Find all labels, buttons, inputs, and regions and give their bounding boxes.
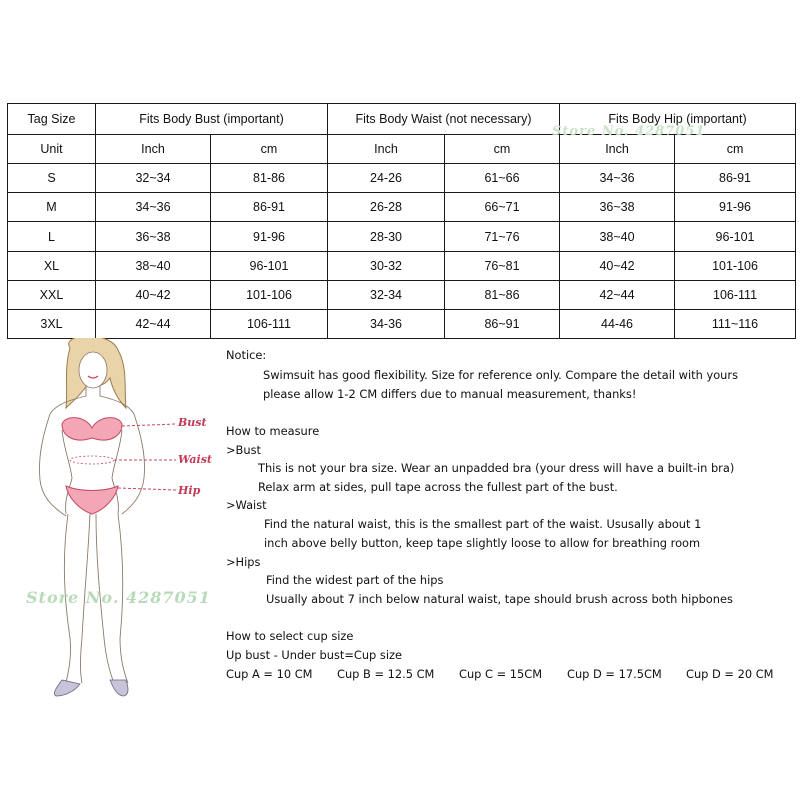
header-hip: Fits Body Hip (important) bbox=[560, 104, 796, 135]
bust-label: Bust bbox=[178, 416, 207, 429]
table-cell: 91-96 bbox=[211, 222, 328, 251]
table-cell: 86-91 bbox=[211, 193, 328, 222]
table-cell: 34-36 bbox=[328, 309, 445, 338]
size-cell: 3XL bbox=[8, 309, 96, 338]
store-watermark: Store No. 4287051 bbox=[552, 124, 706, 139]
size-cell: XXL bbox=[8, 280, 96, 309]
table-cell: 36~38 bbox=[96, 222, 211, 251]
table-cell: 71~76 bbox=[445, 222, 560, 251]
size-chart-table bbox=[7, 103, 796, 339]
table-cell: 26-28 bbox=[328, 193, 445, 222]
size-cell: S bbox=[8, 164, 96, 193]
woman-figure-illustration bbox=[0, 338, 230, 718]
waist-line: Find the natural waist, this is the smallest part of the waist. Ususally about 1 bbox=[264, 517, 702, 531]
notice-title: Notice: bbox=[226, 348, 267, 362]
table-cell: 81-86 bbox=[211, 164, 328, 193]
cup-d-value: Cup D = 17.5CM bbox=[567, 667, 662, 681]
hips-line: Find the widest part of the hips bbox=[266, 573, 444, 587]
notice-line: please allow 1-2 CM differs due to manual measurement, thanks! bbox=[263, 387, 637, 401]
table-cell: 40~42 bbox=[96, 280, 211, 309]
unit-cell: cm bbox=[675, 135, 796, 164]
table-cell: 86~91 bbox=[445, 309, 560, 338]
waist-label: Waist bbox=[178, 453, 212, 466]
store-watermark: Store No. 4287051 bbox=[26, 588, 211, 607]
cup-b-value: Cup B = 12.5 CM bbox=[337, 667, 435, 681]
table-cell: 101-106 bbox=[211, 280, 328, 309]
header-tag-size: Tag Size bbox=[8, 104, 96, 135]
waist-title: >Waist bbox=[226, 498, 267, 512]
table-cell: 32~34 bbox=[96, 164, 211, 193]
table-cell: 106-111 bbox=[211, 309, 328, 338]
cup-a-value: Cup A = 10 CM bbox=[226, 667, 313, 681]
header-bust: Fits Body Bust (important) bbox=[96, 104, 328, 135]
table-cell: 24-26 bbox=[328, 164, 445, 193]
header-waist: Fits Body Waist (not necessary) bbox=[328, 104, 560, 135]
table-header-row bbox=[8, 104, 796, 135]
table-cell: 44-46 bbox=[560, 309, 675, 338]
table-row bbox=[8, 164, 796, 193]
table-cell: 91-96 bbox=[675, 193, 796, 222]
table-row bbox=[8, 280, 796, 309]
table-row bbox=[8, 222, 796, 251]
body-measurement-figure bbox=[0, 338, 230, 718]
bust-line: This is not your bra size. Wear an unpadded bra (your dress will have a built-in bra) bbox=[258, 461, 735, 475]
table-cell: 101-106 bbox=[675, 251, 796, 280]
hip-label: Hip bbox=[178, 484, 201, 497]
cup-size-title: How to select cup size bbox=[226, 629, 354, 643]
table-cell: 86-91 bbox=[675, 164, 796, 193]
table-cell: 96-101 bbox=[675, 222, 796, 251]
size-cell: XL bbox=[8, 251, 96, 280]
table-cell: 34~36 bbox=[560, 164, 675, 193]
unit-cell: cm bbox=[445, 135, 560, 164]
table-cell: 76~81 bbox=[445, 251, 560, 280]
table-cell: 42~44 bbox=[560, 280, 675, 309]
table-row bbox=[8, 251, 796, 280]
cup-d2-value: Cup D = 20 CM bbox=[686, 667, 774, 681]
hips-title: >Hips bbox=[226, 555, 261, 569]
table-cell: 111~116 bbox=[675, 309, 796, 338]
unit-cell: Inch bbox=[560, 135, 675, 164]
table-cell: 40~42 bbox=[560, 251, 675, 280]
unit-cell: Unit bbox=[8, 135, 96, 164]
size-cell: L bbox=[8, 222, 96, 251]
table-cell: 81~86 bbox=[445, 280, 560, 309]
table-cell: 66~71 bbox=[445, 193, 560, 222]
unit-cell: cm bbox=[211, 135, 328, 164]
table-cell: 38~40 bbox=[560, 222, 675, 251]
size-cell: M bbox=[8, 193, 96, 222]
table-cell: 61~66 bbox=[445, 164, 560, 193]
table-cell: 42~44 bbox=[96, 309, 211, 338]
unit-row bbox=[8, 135, 796, 164]
how-to-measure-title: How to measure bbox=[226, 424, 320, 438]
table-cell: 34~36 bbox=[96, 193, 211, 222]
table-row bbox=[8, 193, 796, 222]
waist-line: inch above belly button, keep tape slightly loose to allow for breathing room bbox=[264, 536, 701, 550]
unit-cell: Inch bbox=[328, 135, 445, 164]
table-cell: 30-32 bbox=[328, 251, 445, 280]
table-cell: 106-111 bbox=[675, 280, 796, 309]
notice-line: Swimsuit has good flexibility. Size for reference only. Compare the detail with yours bbox=[263, 368, 738, 382]
bust-line: Relax arm at sides, pull tape across the fullest part of the bust. bbox=[258, 480, 618, 494]
table-cell: 96-101 bbox=[211, 251, 328, 280]
hips-line: Usually about 7 inch below natural waist, tape should brush across both hipbones bbox=[266, 592, 733, 606]
unit-cell: Inch bbox=[96, 135, 211, 164]
table-cell: 36~38 bbox=[560, 193, 675, 222]
table-row bbox=[8, 309, 796, 338]
table-cell: 38~40 bbox=[96, 251, 211, 280]
table-cell: 28-30 bbox=[328, 222, 445, 251]
table-cell: 32-34 bbox=[328, 280, 445, 309]
bust-title: >Bust bbox=[226, 443, 261, 457]
cup-c-value: Cup C = 15CM bbox=[459, 667, 543, 681]
cup-formula: Up bust - Under bust=Cup size bbox=[226, 648, 402, 662]
